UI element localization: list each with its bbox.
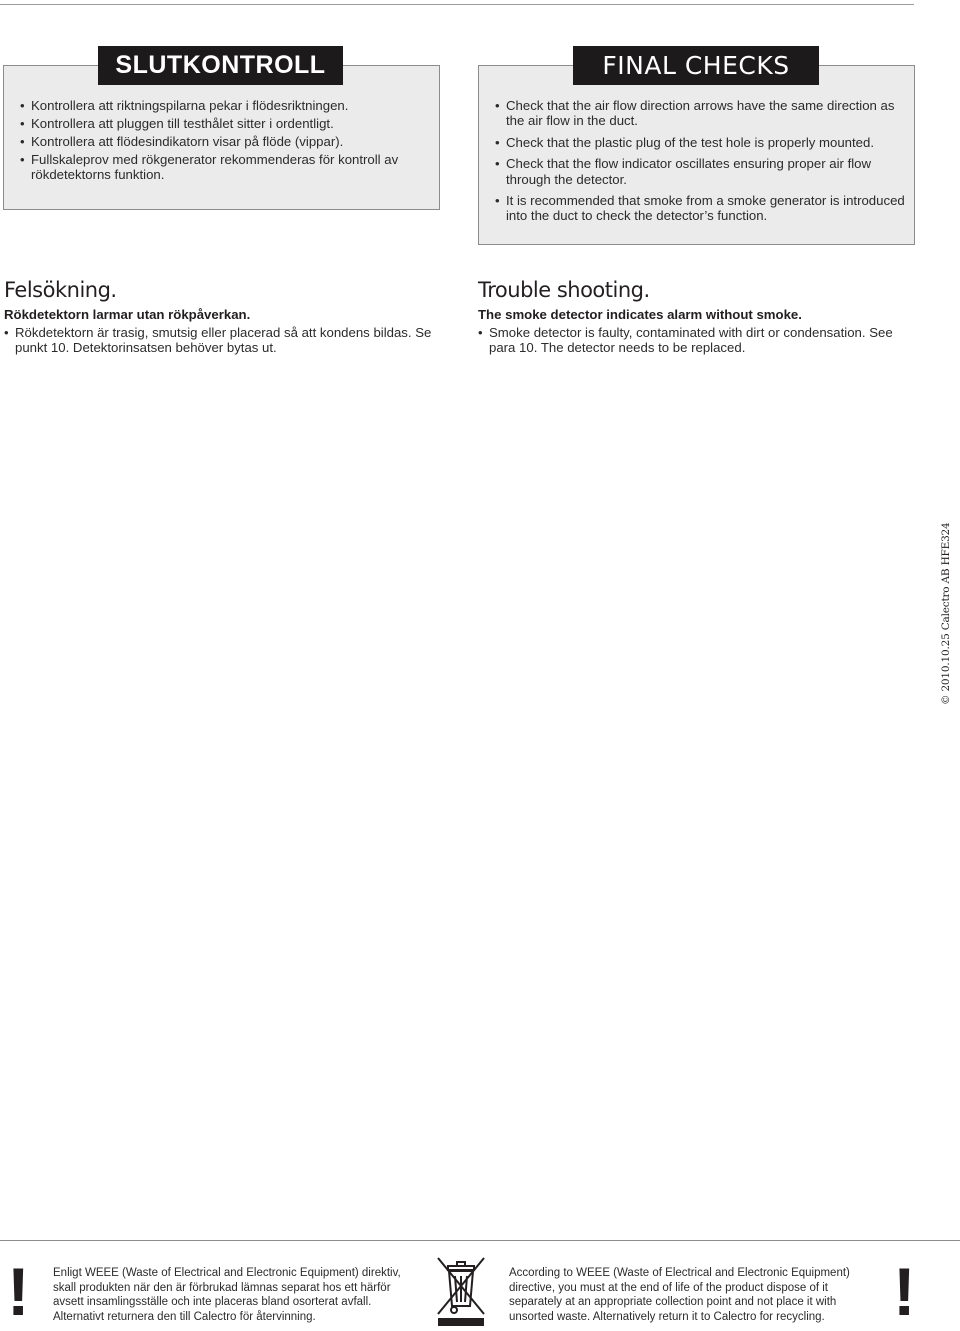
slutkontroll-list (20, 98, 435, 185)
weee-text-sv: Enligt WEEE (Waste of Electrical and Electronic Equipment) direktiv, skall produkten när den är förbrukad lämnas separat hos ett härför avsett insamlingsställe och inte placeras bland osorterat avfall. Alternativt returnera den till Calectro för återvinning. (53, 1267, 401, 1323)
crossed-out-wheelie-bin-icon (434, 1254, 488, 1330)
slutkontroll-title: SLUTKONTROLL (98, 46, 343, 85)
final-checks-list (495, 98, 910, 230)
trouble-shooting-heading: Trouble shooting. (478, 278, 650, 302)
list-item: • Kontrollera att riktningspilarna pekar i flödesriktningen. (20, 98, 349, 113)
list-item: • Check that the flow indicator oscillates ensuring proper air flow through the detector. (495, 156, 872, 187)
list-item: • It is recommended that smoke from a smoke generator is introduced into the duct to check the detector’s function. (495, 193, 905, 224)
top-rule (0, 4, 914, 5)
list-item: • Rökdetektorn är trasig, smutsig eller placerad så att kondens bildas. Se punkt 10. Detektorinsatsen behöver bytas ut. (4, 325, 432, 356)
copyright-note: © 2010.10.25 Calectro AB HFE324 (940, 522, 952, 705)
trouble-shooting-list (478, 325, 918, 356)
warning-exclamation-icon: ! (893, 1254, 916, 1330)
final-checks-title: FINAL CHECKS (573, 46, 819, 85)
list-item: • Fullskaleprov med rökgenerator rekommenderas för kontroll av rökdetektorns funktion. (20, 151, 399, 183)
weee-text-en: According to WEEE (Waste of Electrical and Electronic Equipment) directive, you must at the end of life of the product dispose of it separately at an appropriate collection point and not place it with unsorted waste. Alternatively return it to Calectro for recycling. (509, 1267, 850, 1323)
trouble-shooting-subheading: The smoke detector indicates alarm without smoke. (478, 307, 802, 322)
list-item: • Kontrollera att pluggen till testhålet sitter i ordentligt. (20, 115, 334, 131)
felsokning-list (4, 325, 444, 356)
list-item: • Kontrollera att flödesindikatorn visar på flöde (vippar). (20, 133, 344, 149)
felsokning-subheading: Rökdetektorn larmar utan rökpåverkan. (4, 307, 251, 322)
list-item: • Check that the plastic plug of the test hole is properly mounted. (495, 134, 874, 150)
warning-exclamation-icon: ! (7, 1254, 30, 1330)
list-item: • Check that the air flow direction arrows have the same direction as the air flow in the duct. (495, 98, 895, 129)
felsokning-heading: Felsökning. (4, 278, 117, 302)
footer-rule (0, 1240, 960, 1241)
list-item: • Smoke detector is faulty, contaminated with dirt or condensation. See para 10. The detector needs to be replaced. (478, 325, 893, 356)
